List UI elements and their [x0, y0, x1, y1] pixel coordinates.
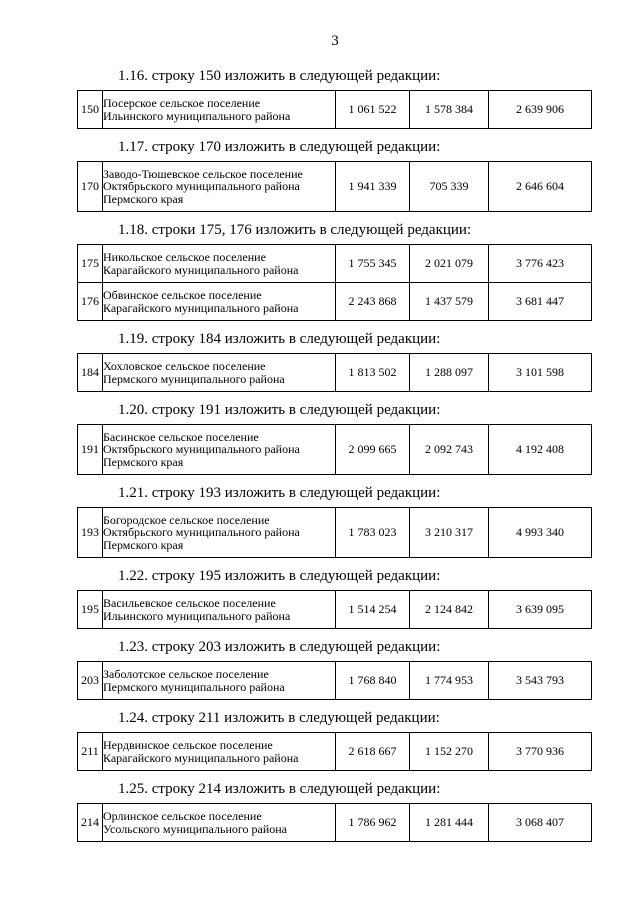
- settlement-name-line: Пермского края: [103, 537, 184, 552]
- settlement-table: [77, 803, 592, 842]
- amendment-heading: 1.24. строку 211 изложить в следующей редакции:: [118, 710, 440, 726]
- table-row: [78, 662, 592, 700]
- value-cell: 3 543 793: [489, 662, 592, 700]
- table-row: [78, 733, 592, 771]
- settlement-table: [77, 424, 592, 475]
- settlement-name-line: Октябрьского муниципального района: [103, 525, 300, 540]
- settlement-table: [77, 353, 592, 392]
- value-cell: 3 101 598: [489, 354, 592, 392]
- value-cell: 1 774 953: [410, 662, 489, 700]
- amendment-section: [0, 775, 640, 842]
- value-cell: 3 639 095: [489, 591, 592, 629]
- table-row: [78, 245, 592, 283]
- settlement-name-line: Пермского муниципального района: [103, 679, 285, 694]
- value-cell: 1 813 502: [336, 354, 410, 392]
- value-cell: 1 437 579: [410, 283, 489, 321]
- settlement-name-cell: [103, 591, 336, 629]
- row-number-cell: 214: [78, 804, 103, 842]
- value-cell: 3 210 317: [410, 508, 489, 558]
- settlement-name-line: Посерское сельское поселение: [103, 96, 261, 110]
- settlement-name-line: Нердвинское сельское поселение: [103, 738, 273, 752]
- settlement-table: [77, 661, 592, 700]
- amendment-section: [0, 704, 640, 771]
- row-number-cell: 191: [78, 425, 103, 475]
- amendment-section: [0, 133, 640, 212]
- value-cell: 1 578 384: [410, 91, 489, 129]
- amendment-section: [0, 396, 640, 475]
- settlement-name-line: Карагайского муниципального района: [103, 300, 299, 315]
- value-cell: 3 776 423: [489, 245, 592, 283]
- table-row: [78, 162, 592, 212]
- settlement-name-cell: [103, 354, 336, 392]
- amendment-heading: 1.18. строки 175, 176 изложить в следующей редакции:: [118, 222, 472, 238]
- value-cell: 4 993 340: [489, 508, 592, 558]
- value-cell: 2 646 604: [489, 162, 592, 212]
- table-row: [78, 425, 592, 475]
- settlement-name-cell: [103, 162, 336, 212]
- amendment-section: [0, 325, 640, 392]
- amendment-heading: 1.20. строку 191 изложить в следующей редакции:: [118, 402, 441, 418]
- row-number-cell: 193: [78, 508, 103, 558]
- table-row: [78, 283, 592, 321]
- value-cell: 2 021 079: [410, 245, 489, 283]
- settlement-table: [77, 732, 592, 771]
- settlement-name-line: Ильинского муниципального района: [103, 608, 291, 623]
- settlement-name-cell: [103, 245, 336, 283]
- value-cell: 2 092 743: [410, 425, 489, 475]
- value-cell: 2 243 868: [336, 283, 410, 321]
- settlement-name-cell: [103, 804, 336, 842]
- row-number-cell: 195: [78, 591, 103, 629]
- value-cell: 2 124 842: [410, 591, 489, 629]
- settlement-name-line: Васильевское сельское поселение: [103, 596, 276, 610]
- value-cell: 4 192 408: [489, 425, 592, 475]
- settlement-table: [77, 244, 592, 321]
- value-cell: 2 618 667: [336, 733, 410, 771]
- amendment-section: [0, 216, 640, 321]
- value-cell: 3 770 936: [489, 733, 592, 771]
- settlement-name-line: Богородское сельское поселение: [103, 512, 270, 527]
- settlement-name-line: Орлинское сельское поселение: [103, 809, 262, 823]
- amendment-heading: 1.19. строку 184 изложить в следующей редакции:: [118, 331, 441, 347]
- settlement-name-line: Хохловское сельское поселение: [103, 359, 266, 373]
- row-number-cell: 170: [78, 162, 103, 212]
- value-cell: 1 514 254: [336, 591, 410, 629]
- amendment-heading: 1.23. строку 203 изложить в следующей редакции:: [118, 639, 441, 655]
- settlement-name-line: Пермского муниципального района: [103, 371, 285, 386]
- value-cell: 2 639 906: [489, 91, 592, 129]
- row-number-cell: 211: [78, 733, 103, 771]
- value-cell: 1 783 023: [336, 508, 410, 558]
- table-row: [78, 354, 592, 392]
- settlement-name-line: Никольское сельское поселение: [103, 250, 266, 264]
- amendment-heading: 1.25. строку 214 изложить в следующей редакции:: [118, 781, 441, 797]
- value-cell: 1 152 270: [410, 733, 489, 771]
- value-cell: 1 288 097: [410, 354, 489, 392]
- value-cell: 2 099 665: [336, 425, 410, 475]
- settlement-name-cell: [103, 662, 336, 700]
- value-cell: 3 068 407: [489, 804, 592, 842]
- settlement-name-cell: [103, 508, 336, 558]
- row-number-cell: 203: [78, 662, 103, 700]
- settlement-name-line: Обвинское сельское поселение: [103, 288, 262, 302]
- settlement-name-line: Пермского края: [103, 454, 184, 469]
- amendment-section: [0, 633, 640, 700]
- row-number-cell: 176: [78, 283, 103, 321]
- amendment-heading: 1.22. строку 195 изложить в следующей редакции:: [118, 568, 441, 584]
- settlement-name-line: Карагайского муниципального района: [103, 750, 299, 765]
- settlement-name-cell: [103, 91, 336, 129]
- settlement-name-line: Карагайского муниципального района: [103, 262, 299, 277]
- settlement-name-line: Пермского края: [103, 191, 184, 206]
- amendment-heading: 1.21. строку 193 изложить в следующей редакции:: [118, 485, 441, 501]
- value-cell: 1 768 840: [336, 662, 410, 700]
- settlement-name-line: Октябрьского муниципального района: [103, 179, 300, 194]
- settlement-name-line: Заболотское сельское поселение: [103, 667, 269, 681]
- page-number: 3: [331, 33, 339, 49]
- value-cell: 1 941 339: [336, 162, 410, 212]
- value-cell: 1 281 444: [410, 804, 489, 842]
- value-cell: 3 681 447: [489, 283, 592, 321]
- settlement-name-line: Октябрьского муниципального района: [103, 442, 300, 457]
- settlement-table: [77, 161, 592, 212]
- row-number-cell: 184: [78, 354, 103, 392]
- settlement-name-cell: [103, 425, 336, 475]
- amendment-section: [0, 562, 640, 629]
- amendment-heading: 1.16. строку 150 изложить в следующей редакции:: [118, 68, 441, 84]
- settlement-name-cell: [103, 733, 336, 771]
- settlement-name-cell: [103, 283, 336, 321]
- table-row: [78, 591, 592, 629]
- amendment-section: [0, 62, 640, 129]
- table-row: [78, 91, 592, 129]
- amendment-section: [0, 479, 640, 558]
- table-row: [78, 508, 592, 558]
- value-cell: 1 061 522: [336, 91, 410, 129]
- settlement-name-line: Заводо-Тюшевское сельское поселение: [103, 166, 303, 181]
- amendments-list: [0, 62, 640, 846]
- value-cell: 705 339: [410, 162, 489, 212]
- settlement-name-line: Ильинского муниципального района: [103, 108, 291, 123]
- amendment-heading: 1.17. строку 170 изложить в следующей редакции:: [118, 139, 441, 155]
- value-cell: 1 755 345: [336, 245, 410, 283]
- settlement-name-line: Басинское сельское поселение: [103, 429, 259, 444]
- row-number-cell: 175: [78, 245, 103, 283]
- settlement-table: [77, 90, 592, 129]
- settlement-table: [77, 507, 592, 558]
- settlement-table: [77, 590, 592, 629]
- value-cell: 1 786 962: [336, 804, 410, 842]
- row-number-cell: 150: [78, 91, 103, 129]
- table-row: [78, 804, 592, 842]
- settlement-name-line: Усольского муниципального района: [103, 821, 287, 836]
